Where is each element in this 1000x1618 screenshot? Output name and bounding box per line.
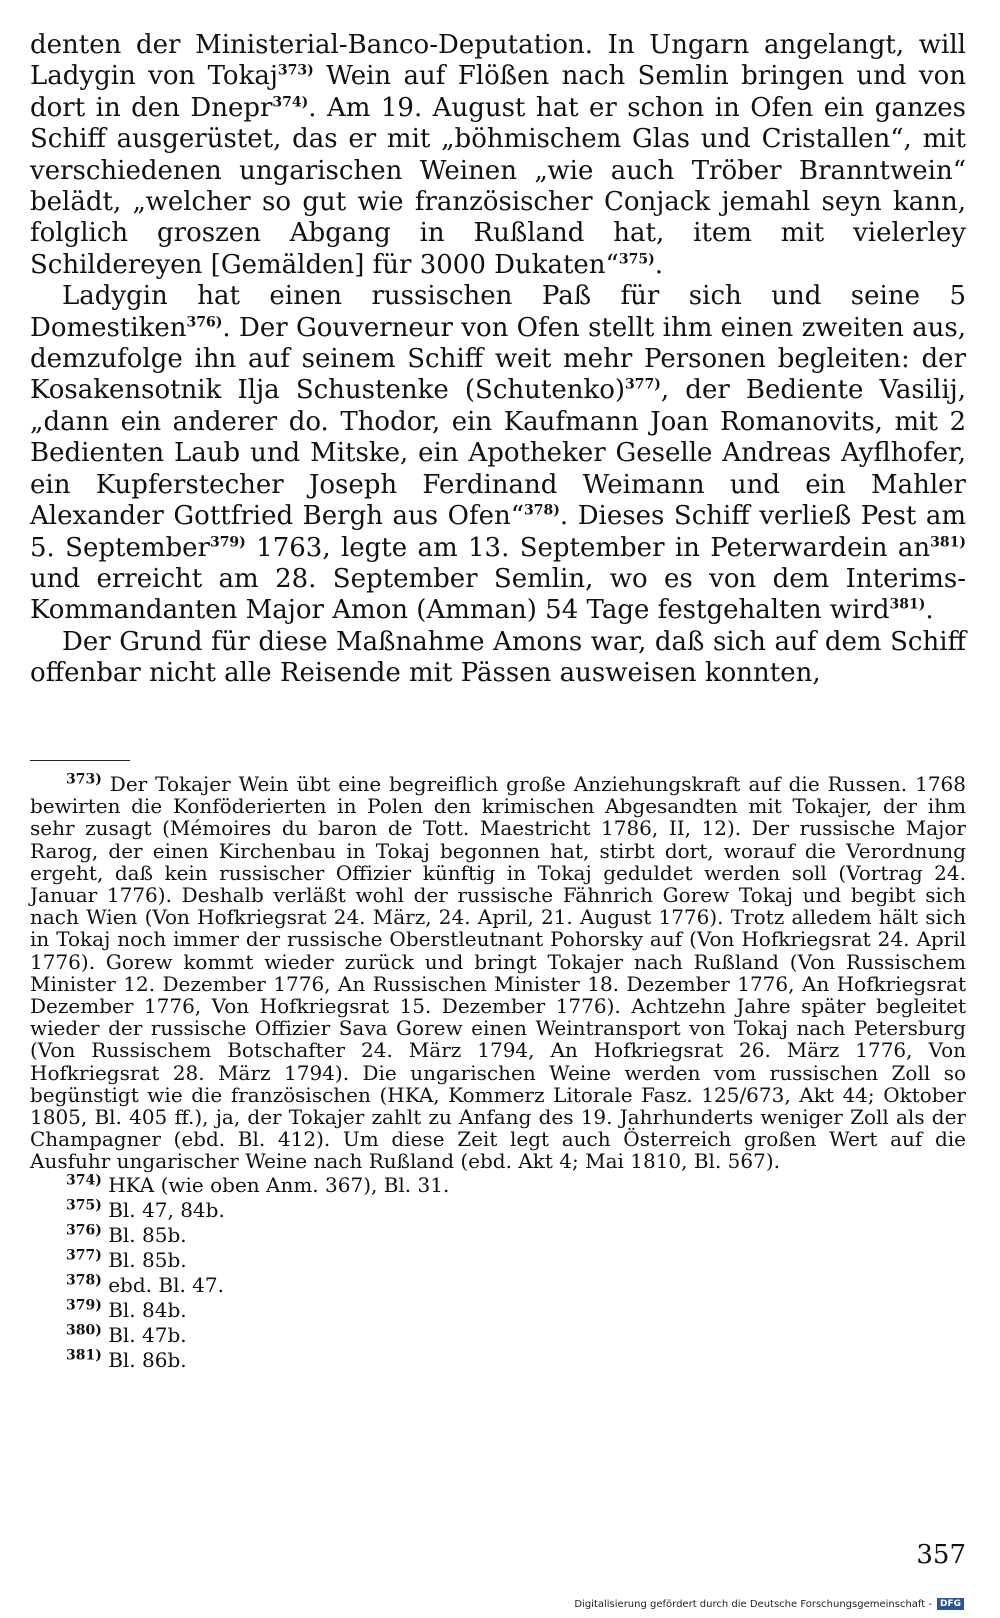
footnote-ref: 378) xyxy=(524,502,560,519)
text-run: . xyxy=(925,595,934,626)
footnote-mark: 377) xyxy=(66,1247,102,1263)
footnote-mark: 376) xyxy=(66,1222,102,1238)
footnote-374 xyxy=(30,1173,966,1198)
footnote-mark: 373) xyxy=(66,771,102,788)
footnote-text: Bl. 84b. xyxy=(101,1297,187,1322)
footnote-text: HKA (wie oben Anm. 367), Bl. 31. xyxy=(101,1172,450,1197)
footnote-ref: 381) xyxy=(889,596,926,613)
footnote-mark: 375) xyxy=(66,1197,102,1213)
footnote-text: Bl. 85b. xyxy=(101,1222,187,1247)
footer-text: Digitalisierung gefördert durch die Deutsche Forschungsgemeinschaft - xyxy=(574,1598,932,1610)
footnote-ref: 376) xyxy=(186,314,223,330)
paragraph-1 xyxy=(30,30,966,281)
text-run: Ladygin hat einen russischen Paß für sich und seine 5 Domestiken xyxy=(30,281,966,343)
footnote-ref: 375) xyxy=(618,251,655,268)
text-run: und erreicht am 28. September Semlin, wo es von dem Interims-Kommandanten Major Amon (Amman) 54 Tage festgehalten wird xyxy=(30,563,966,626)
footnote-380 xyxy=(30,1323,966,1348)
digitization-footer xyxy=(574,1598,964,1610)
footnote-375 xyxy=(30,1198,966,1223)
text-run: denten der Ministerial-Banco-Deputation. In Ungarn angelangt, will Ladygin von Tokaj xyxy=(30,30,966,92)
page-number: 357 xyxy=(916,1540,966,1570)
footnote-373 xyxy=(30,773,966,1173)
footnotes xyxy=(30,773,966,1373)
paragraph-2 xyxy=(30,281,966,626)
footnote-text: Bl. 85b. xyxy=(101,1247,187,1272)
footnote-text: Bl. 47b. xyxy=(101,1322,187,1347)
text-run: , der Bediente Vasilij, „dann ein anderer do. Thodor, ein Kaufmann Joan Romanovits, mit 2 Bedienten Laub und Mitske, ein Apotheker Geselle Andreas Ayflhofer, ein Kupferstecher Joseph Ferdinand Weimann und ein Mahler Alexander Gottfried Bergh aus Ofen“ xyxy=(30,375,966,532)
footnote-ref: 379) xyxy=(209,533,246,550)
text-run: 1763, legte am 13. September in Peterwardein an xyxy=(245,532,931,563)
text-run: . Am 19. August hat er schon in Ofen ein ganzes Schiff ausgerüstet, das er mit „böhmischem Glas und Cristallen“, mit verschiedenen ungarischen Weinen „wie auch Tröber Branntwein“ belädt, „welcher so gut wie französischer Conjack jemahl seyn kann, folglich groszen Abgang in Rußland hat, item mit vielerley Schildereyen [Gemälden] für 3000 Dukaten“ xyxy=(30,92,966,280)
footnote-379 xyxy=(30,1298,966,1323)
footnote-ref: 373) xyxy=(277,62,314,79)
text-run: . Dieses Schiff verließ Pest am 5. September xyxy=(30,501,966,563)
text-run: . Der Gouverneur von Ofen stellt ihm einen zweiten aus, demzufolge ihn auf seinem Schiff weit mehr Personen begleiten: der Kosakensotnik Ilja Schustenke (Schutenko) xyxy=(30,312,966,406)
footnote-text: ebd. Bl. 47. xyxy=(101,1272,224,1297)
footnote-378 xyxy=(30,1273,966,1298)
footnote-mark: 380) xyxy=(66,1322,102,1338)
footnote-377 xyxy=(30,1248,966,1273)
footnote-ref: 374) xyxy=(272,94,309,111)
main-text xyxy=(30,30,966,690)
footnote-mark: 381) xyxy=(66,1347,102,1363)
footnote-divider xyxy=(30,760,130,761)
footnote-text: Der Tokajer Wein übt eine begreiflich große Anziehungskraft auf die Russen. 1768 bewirten die Konföderierten in Polen den krimischen Abgesandten mit Tokajer, der ihm sehr zusagt (Mémoires du baron de Tott. Maestricht 1786, II, 12). Der russische Major Rarog, der einen Kirchenbau in Tokaj begonnen hat, stirbt dort, worauf die Verordnung ergeht, daß kein russischer Offizier künftig in Tokaj geduldet werden soll (Vortrag 24. Januar 1776). Deshalb verläßt wohl der russische Fähnrich Gorew Tokaj und begibt sich nach Wien (Von Hofkriegsrat 24. März, 24. April, 21. August 1776). Trotz alledem hält sich in Tokaj noch immer der russische Oberstleutnant Pohorsky auf (Von Hofkriegsrat 24. April 1776). Gorew kommt wieder zurück und bringt Tokajer nach Rußland (Von Russischem Minister 12. Dezember 1776, An Russischen Minister 18. Dezember 1776, An Hofkriegsrat Dezember 1776, Von Hofkriegsrat 15. Dezember 1776). Achtzehn Jahre später begleitet wieder der russische Offizier Sava Gorew einen Weintransport von Tokaj nach Petersburg (Von Russischem Botschafter 24. März 1794, An Hofkriegsrat 26. März 1776, Von Hofkriegsrat 28. März 1794). Die ungarischen Weine werden vom russischen Zoll so begünstigt wie die französischen (HKA, Kommerz Litorale Fasz. 125/673, Akt 44; Oktober 1805, Bl. 405 ff.), ja, der Tokajer zahlt zu Anfang des 19. Jahrhunderts weniger Zoll als der Champagner (ebd. Bl. 412). Um diese Zeit legt auch Österreich großen Wert auf die Ausfuhr ungarischer Weine nach Rußland (ebd. Akt 4; Mai 1810, Bl. 567). xyxy=(30,772,966,1174)
footnote-mark: 378) xyxy=(66,1272,102,1288)
footnote-mark: 379) xyxy=(66,1297,102,1313)
footnote-ref: 381) xyxy=(930,533,966,550)
footnote-text: Bl. 86b. xyxy=(101,1347,187,1372)
text-run: Wein auf Flößen nach Semlin bringen und von dort in den Dnepr xyxy=(30,61,966,123)
footnote-ref: 377) xyxy=(625,376,661,393)
footnote-mark: 374) xyxy=(66,1172,102,1188)
text-run: . xyxy=(654,249,663,280)
paragraph-3: Der Grund für diese Maßnahme Amons war, daß sich auf dem Schiff offenbar nicht alle Reisende mit Pässen ausweisen konnten, xyxy=(30,626,966,689)
footnote-376 xyxy=(30,1223,966,1248)
footnote-381 xyxy=(30,1348,966,1373)
footnote-text: Bl. 47, 84b. xyxy=(101,1197,225,1222)
dfg-logo: DFG xyxy=(937,1598,964,1610)
